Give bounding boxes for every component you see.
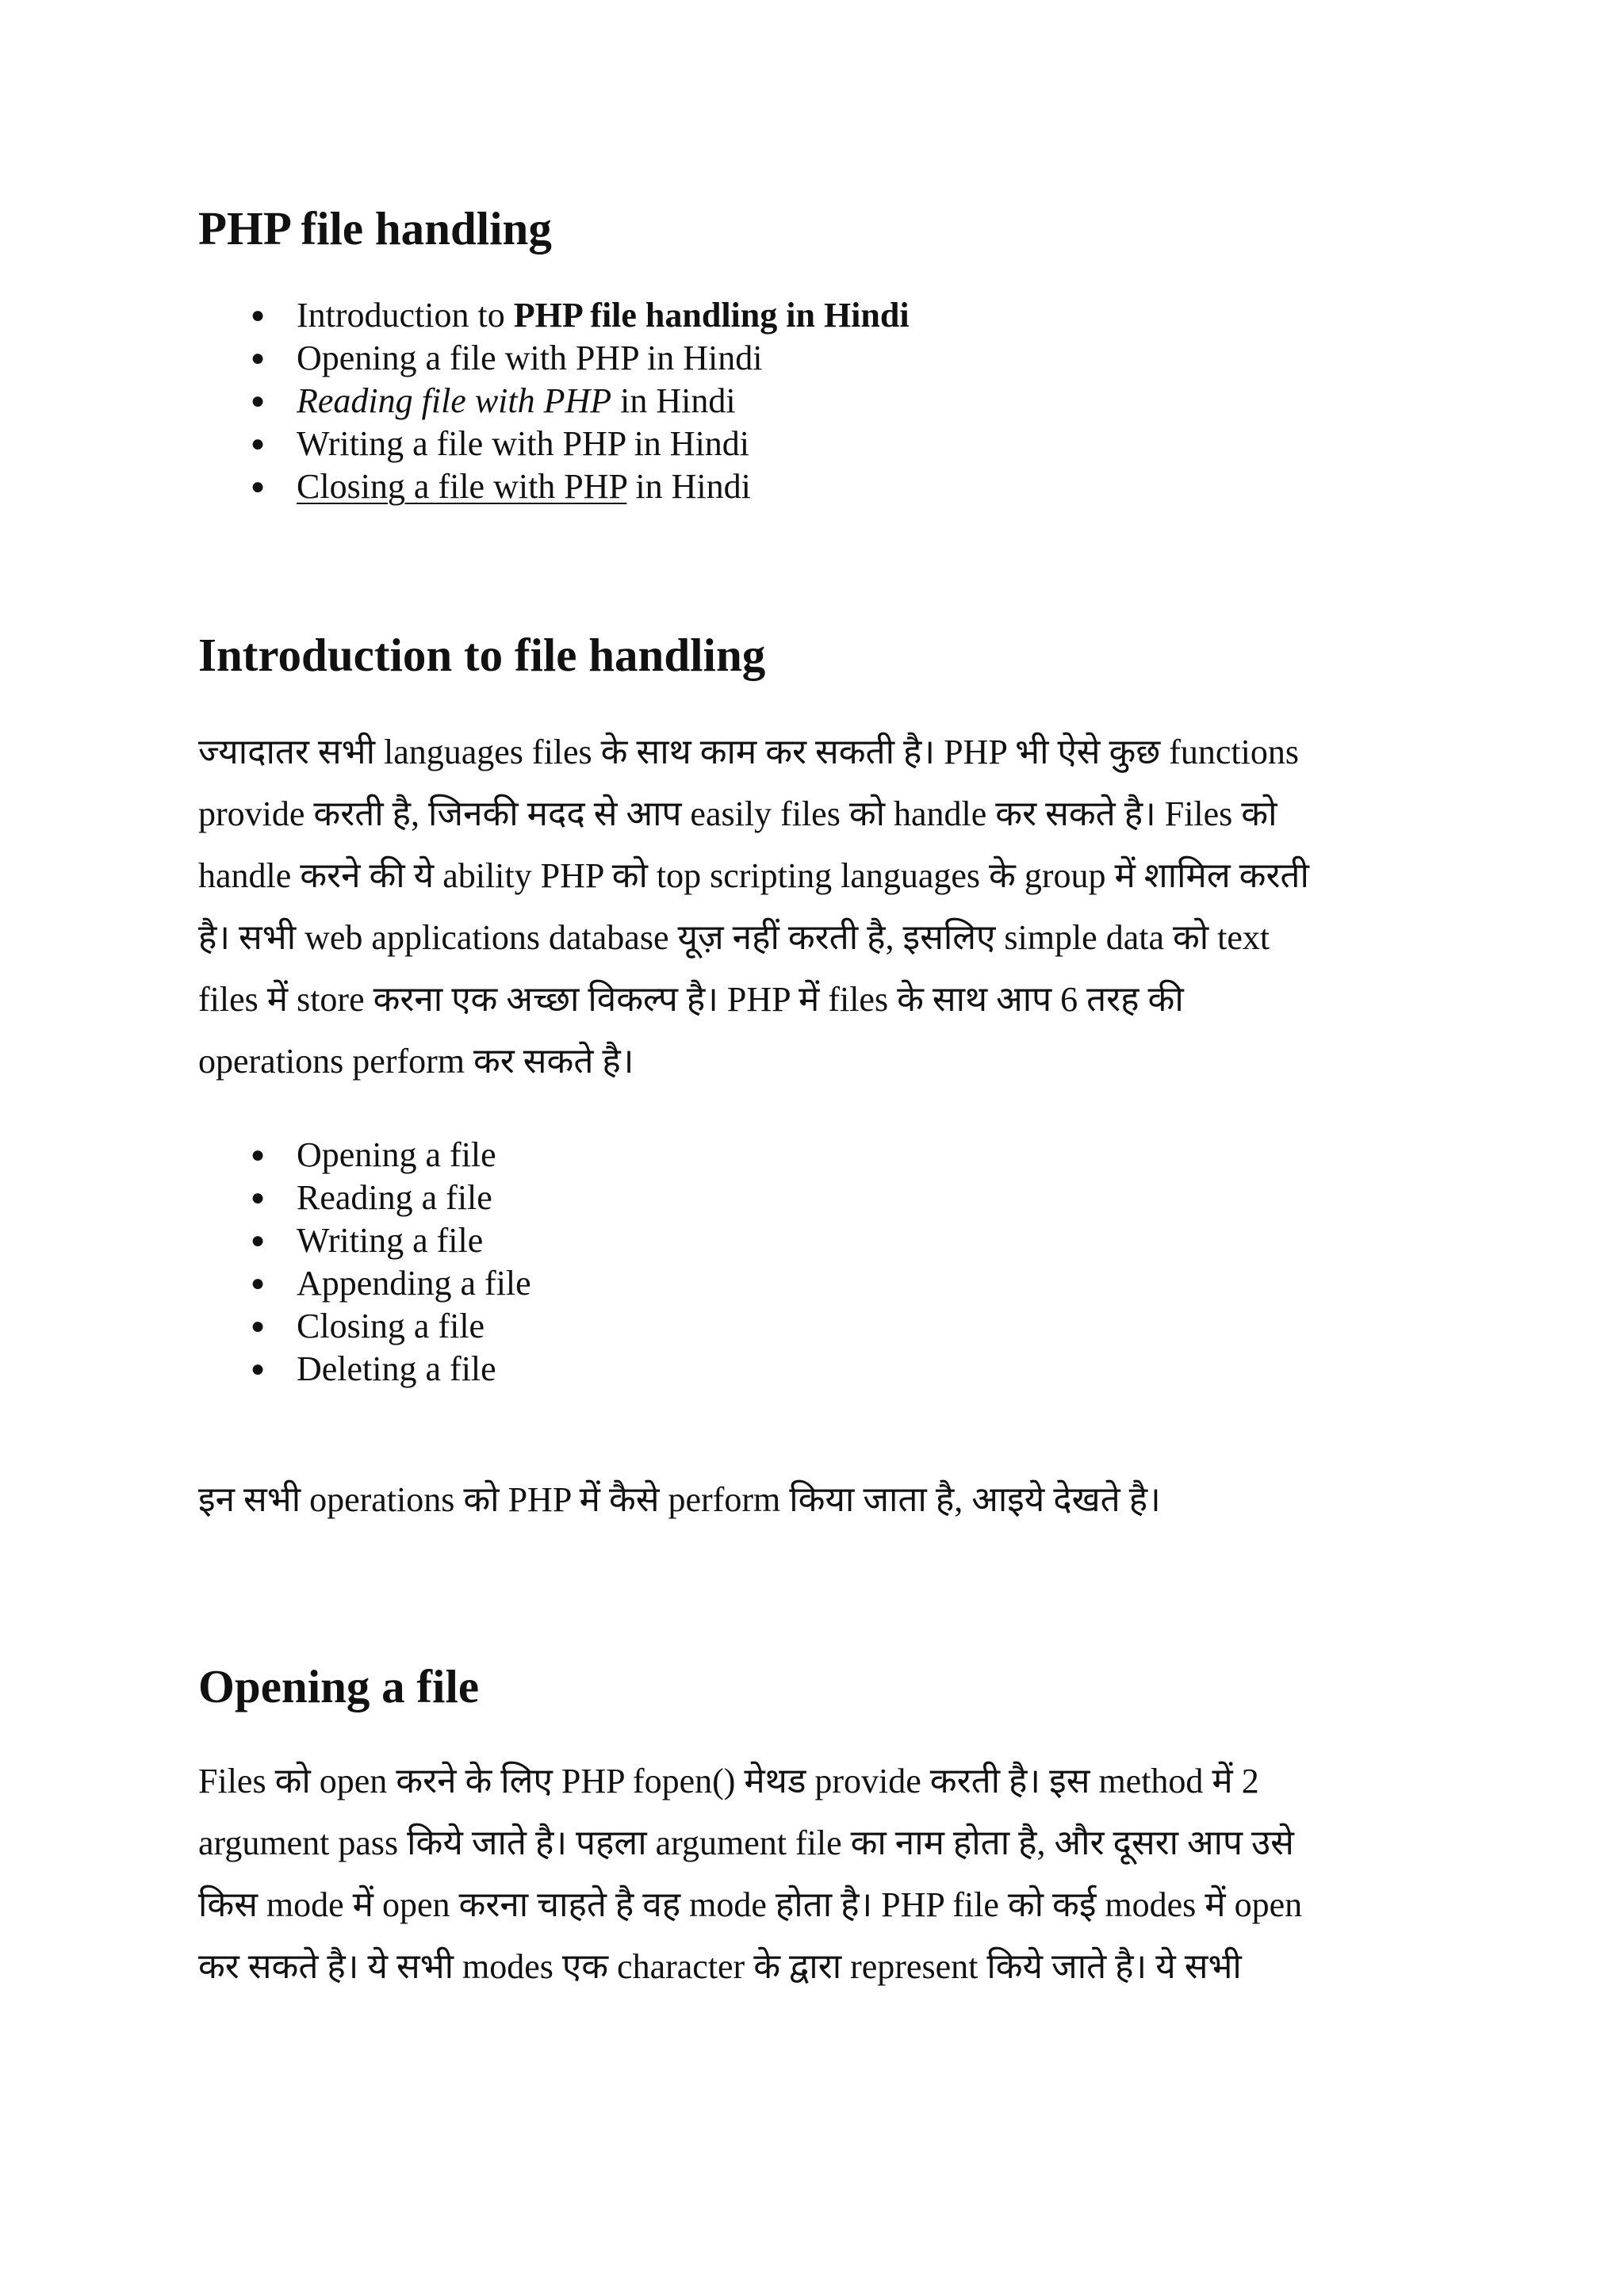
paragraph-line: provide करती है, जिनकी मदद से आप easily files को handle कर सकते है। Files को (198, 794, 1277, 833)
paragraph-line: ज्यादातर सभी languages files के साथ काम कर सकती है। PHP भी ऐसे कुछ functions (198, 733, 1299, 771)
toc-item-introduction-bold: PHP file handling in Hindi (513, 296, 910, 335)
paragraph-line: है। सभी web applications database यूज़ नहीं करती है, इसलिए simple data को text (198, 918, 1270, 957)
operation-item: ● Appending a file (198, 1262, 531, 1305)
paragraph-line: किस mode में open करना चाहते है वह mode होता है। PHP file को कई modes में open (198, 1885, 1303, 1924)
opening-paragraph (198, 1751, 1435, 1998)
bullet-icon: ● (251, 430, 266, 457)
toc-item-closing: ● Closing a file with PHP in Hindi (198, 465, 910, 508)
section-title-introduction: Introduction to file handling (198, 629, 766, 681)
paragraph-line: argument pass किये जाते है। पहला argument file का नाम होता है, और दूसरा आप उसे (198, 1823, 1294, 1862)
bullet-icon: ● (251, 345, 266, 371)
paragraph-line: files में store करना एक अच्छा विकल्प है। PHP में files के साथ आप 6 तरह की (198, 980, 1184, 1019)
toc-item-reading-italic: Reading file with PHP (297, 381, 612, 420)
bullet-icon: ● (251, 473, 266, 499)
operation-item: ● Closing a file (198, 1305, 531, 1348)
operations-closing-line: इन सभी operations को PHP में कैसे perform किया जाता है, आइये देखते है। (198, 1480, 1161, 1519)
paragraph-line: operations perform कर सकते है। (198, 1042, 634, 1081)
operation-item: ● Writing a file (198, 1219, 531, 1262)
section-title-php-file-handling: PHP file handling (198, 202, 552, 254)
toc-item-reading: ● Reading file with PHP in Hindi (198, 380, 910, 423)
toc-item-writing: ● Writing a file with PHP in Hindi (198, 423, 910, 465)
bullet-icon: ● (251, 302, 266, 328)
bullet-icon: ● (251, 1142, 266, 1168)
paragraph-line: कर सकते है। ये सभी modes एक character के द्वारा represent किये जाते है। ये सभी (198, 1947, 1242, 1986)
toc-item-opening: ● Opening a file with PHP in Hindi (198, 337, 910, 380)
operation-item: ● Opening a file (198, 1134, 531, 1177)
operations-list (198, 1134, 531, 1391)
bullet-icon: ● (251, 1270, 266, 1296)
intro-paragraph (198, 721, 1435, 1093)
operation-item: ● Deleting a file (198, 1348, 531, 1391)
paragraph-line: handle करने की ये ability PHP को top scripting languages के group में शामिल करती (198, 856, 1309, 895)
paragraph-line: Files को open करने के लिए PHP fopen() मेथड provide करती है। इस method में 2 (198, 1762, 1259, 1800)
toc-item-introduction: ● Introduction to PHP file handling in Hindi (198, 294, 910, 337)
bullet-icon: ● (251, 1356, 266, 1382)
bullet-icon: ● (251, 388, 266, 414)
bullet-icon: ● (251, 1227, 266, 1253)
bullet-icon: ● (251, 1313, 266, 1339)
toc-list (198, 294, 910, 508)
bullet-icon: ● (251, 1184, 266, 1211)
toc-item-closing-link[interactable]: Closing a file with PHP (297, 467, 627, 506)
section-title-opening-a-file: Opening a file (198, 1660, 480, 1712)
operation-item: ● Reading a file (198, 1177, 531, 1219)
